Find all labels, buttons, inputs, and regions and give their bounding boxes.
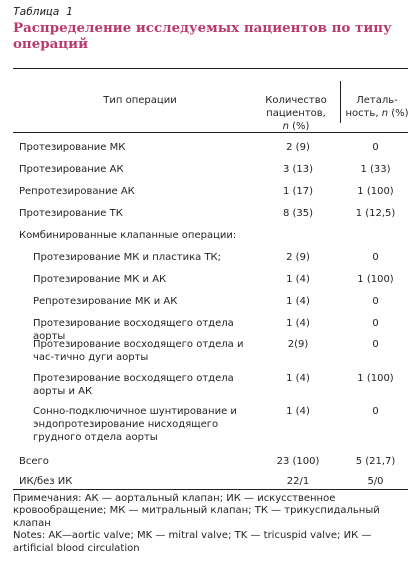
table-top-rule <box>13 68 408 69</box>
row-label: Протезирование восходящего отдела аорты <box>33 318 234 342</box>
table-notes <box>13 493 408 555</box>
row-count: 1 (4) <box>286 406 310 417</box>
row-mortality: 0 <box>372 406 379 417</box>
row-label: Сонно-подключичное шунтирование и эндопротезирование нисходящего грудного отдела аорты <box>33 406 237 443</box>
row-label: Протезирование МК <box>19 142 126 153</box>
row-mortality: 1 (100) <box>357 186 394 197</box>
row-label: Всего <box>19 456 49 467</box>
row-count: 1 (4) <box>286 318 310 329</box>
row-mortality: 5/0 <box>367 476 384 487</box>
row-mortality: 5 (21,7) <box>355 456 396 467</box>
row-label: Протезирование МК и пластика ТК; <box>33 252 222 263</box>
table-caption: Таблица 1 <box>13 5 73 18</box>
row-mortality: 0 <box>372 142 379 153</box>
header-count: Количество пациентов, n (%) <box>265 95 327 132</box>
row-mortality: 0 <box>372 339 379 350</box>
row-mortality: 0 <box>372 318 379 329</box>
row-label: ИК/без ИК <box>19 476 73 487</box>
row-mortality: 0 <box>372 296 379 307</box>
row-label: Протезирование АК <box>19 164 124 175</box>
row-mortality: 1 (33) <box>360 164 391 175</box>
row-label: Протезирование восходящего отдела аорты и АК <box>33 373 234 397</box>
row-count: 1 (4) <box>286 274 310 285</box>
row-count: 1 (17) <box>282 186 314 197</box>
row-count: 2 (9) <box>286 142 310 153</box>
row-label: Репротезирование МК и АК <box>33 296 178 307</box>
row-count: 2(9) <box>287 339 309 350</box>
row-mortality: 1 (100) <box>357 373 394 384</box>
row-label: Протезирование МК и АК <box>33 274 167 285</box>
row-count: 1 (4) <box>286 296 310 307</box>
header-type: Тип операции <box>103 95 177 106</box>
header-bottom-rule <box>13 132 408 133</box>
row-count: 3 (13) <box>282 164 314 175</box>
row-mortality: 1 (12,5) <box>355 208 396 219</box>
row-mortality: 0 <box>372 252 379 263</box>
row-count: 1 (4) <box>286 373 310 384</box>
row-count: 23 (100) <box>276 456 320 467</box>
row-label: Комбинированные клапанные операции: <box>19 230 237 241</box>
table-title: Распределение исследуемых пациентов по типу операций <box>13 20 392 52</box>
notes-english: Notes: AK—aortic valve; MK — mitral valve; TK — tricuspid valve; ИК — artificial blood circulation <box>13 530 372 554</box>
row-label: Протезирование восходящего отдела и час-тично дуги аорты <box>33 339 244 363</box>
row-count: 8 (35) <box>282 208 314 219</box>
row-label: Репротезирование АК <box>19 186 135 197</box>
header-mortality: Леталь-ность, n (%) <box>345 95 409 119</box>
table-bottom-rule <box>13 489 408 490</box>
row-count: 22/1 <box>286 476 310 487</box>
row-mortality: 1 (100) <box>357 274 394 285</box>
row-count: 2 (9) <box>286 252 310 263</box>
notes-russian: Примечания: АК — аортальный клапан; ИК — искусственное кровообращение; МК — митральный клапан; ТК — трикуспидальный клапан <box>13 493 380 529</box>
row-label: Протезирование ТК <box>19 208 123 219</box>
